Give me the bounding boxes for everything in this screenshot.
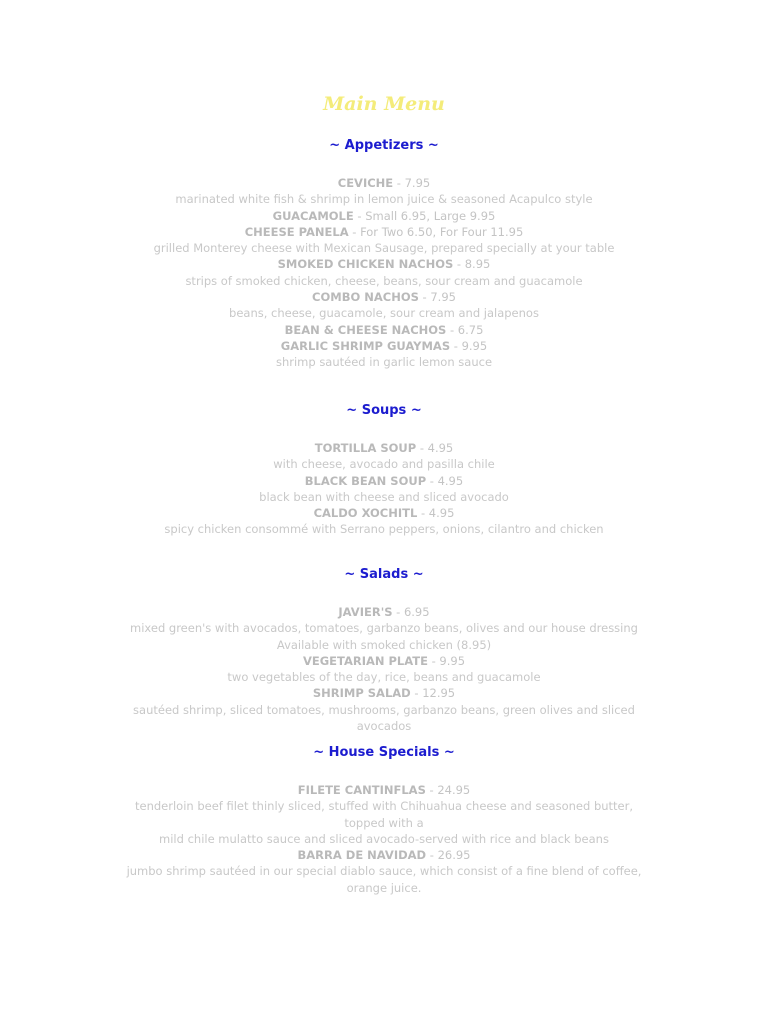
menu-item-price: - 9.95: [450, 338, 488, 353]
section-heading: ~ Soups ~: [346, 403, 422, 418]
menu-item-description: mild chile mulatto sauce and sliced avocado-served with rice and black beans: [159, 831, 609, 846]
menu-item-price: - 7.95: [418, 290, 456, 305]
menu-item-description: sautéed shrimp, sliced tomatoes, mushrooms, garbanzo beans, green olives and sliced avocados: [133, 702, 635, 734]
menu-item: [114, 604, 654, 620]
menu-item: [114, 322, 654, 338]
menu-item-price: - 4.95: [416, 441, 454, 455]
section-salads: [0, 567, 768, 734]
menu-item-name: BARRA DE NAVIDAD: [297, 848, 427, 863]
menu-item-price: - 6.75: [446, 322, 484, 337]
menu-item-name: CEVICHE: [337, 176, 394, 190]
section-appetizers: [0, 138, 768, 371]
menu-item-name: VEGETARIAN PLATE: [302, 653, 428, 668]
menu-item-description: strips of smoked chicken, cheese, beans, sour cream and guacamole: [185, 273, 583, 288]
menu-item-name: TORTILLA SOUP: [314, 441, 417, 455]
menu-item-name: GARLIC SHRIMP GUAYMAS: [280, 338, 451, 353]
menu-item-price: - 4.95: [426, 473, 464, 488]
section-items: [0, 175, 768, 371]
menu-item: [114, 338, 654, 354]
menu-item: [114, 440, 654, 456]
menu-item-name: GUACAMOLE: [272, 208, 354, 223]
menu-item: [114, 685, 654, 701]
menu-item-description: mixed green's with avocados, tomatoes, garbanzo beans, olives and our house dressing: [130, 621, 638, 636]
menu-item-name: BEAN & CHEESE NACHOS: [284, 322, 447, 337]
menu-item-price: - For Two 6.50, For Four 11.95: [348, 224, 524, 239]
section-house-specials: [0, 745, 768, 896]
menu-item-name: CHEESE PANELA: [244, 224, 349, 239]
menu-item-price: - 26.95: [426, 848, 471, 863]
menu-item-description: shrimp sautéed in garlic lemon sauce: [275, 355, 493, 370]
menu-item-description: jumbo shrimp sautéed in our special diablo sauce, which consist of a fine blend of coffee, orange juice.: [126, 864, 642, 895]
section-heading: ~ Appetizers ~: [329, 138, 439, 153]
menu-item-description: Available with smoked chicken (8.95): [276, 637, 492, 652]
menu-item: [114, 505, 654, 521]
menu-item-description: marinated white fish & shrimp in lemon juice & seasoned Acapulco style: [175, 192, 593, 207]
menu-item: [114, 224, 654, 240]
menu-item-description: grilled Monterey cheese with Mexican Sausage, prepared specially at your table: [153, 241, 615, 256]
menu-item-price: - Small 6.95, Large 9.95: [353, 208, 496, 223]
section-items: [0, 440, 768, 538]
menu-item-name: BLACK BEAN SOUP: [304, 473, 427, 488]
menu-item-name: COMBO NACHOS: [312, 290, 419, 305]
menu-item: [114, 256, 654, 272]
page-title: Main Menu: [323, 93, 445, 115]
menu-item: [114, 847, 654, 863]
menu-item: [114, 782, 654, 798]
menu-item-name: SMOKED CHICKEN NACHOS: [277, 257, 454, 272]
menu-item-description: two vegetables of the day, rice, beans and guacamole: [227, 670, 541, 685]
menu-item: [114, 175, 654, 191]
section-items: [0, 604, 768, 734]
menu-item: [114, 289, 654, 305]
menu-item-description: tenderloin beef filet thinly sliced, stuffed with Chihuahua cheese and seasoned butter, topped with a: [134, 799, 634, 830]
menu-item-description: black bean with cheese and sliced avocado: [259, 489, 509, 504]
section-heading: ~ Salads ~: [344, 567, 424, 582]
menu-item-price: - 9.95: [427, 653, 466, 668]
menu-item-name: FILETE CANTINFLAS: [297, 783, 426, 797]
menu-item-name: SHRIMP SALAD: [312, 686, 411, 701]
menu-item-description: beans, cheese, guacamole, sour cream and jalapenos: [229, 306, 539, 321]
menu-item-description: spicy chicken consommé with Serrano peppers, onions, cilantro and chicken: [164, 522, 604, 537]
menu-item-name: CALDO XOCHITL: [313, 506, 418, 521]
menu-item: [114, 473, 654, 489]
section-items: [0, 782, 768, 896]
menu-item: [114, 653, 654, 669]
menu-item-price: - 12.95: [410, 686, 456, 701]
menu-item-price: - 7.95: [393, 176, 431, 190]
menu-item-name: JAVIER'S: [338, 605, 393, 619]
menu-item-price: - 4.95: [417, 506, 455, 521]
menu-item-description: with cheese, avocado and pasilla chile: [273, 457, 495, 472]
menu-item-price: - 6.95: [392, 605, 430, 619]
section-soups: [0, 403, 768, 538]
section-heading: ~ House Specials ~: [313, 745, 455, 760]
menu-item-price: - 24.95: [425, 783, 471, 797]
menu-item: [114, 208, 654, 224]
menu-item-price: - 8.95: [453, 257, 491, 272]
